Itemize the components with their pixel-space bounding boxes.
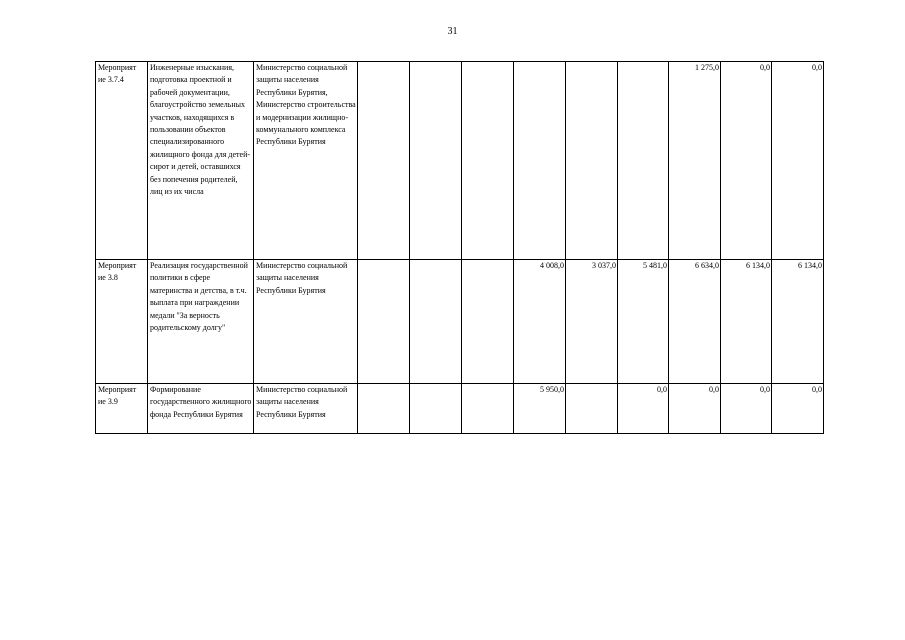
value-cell: 5 481,0	[618, 260, 669, 384]
value-cell: 1 275,0	[669, 62, 721, 260]
activity-name: Реализация государственной политики в сфере материнства и детства, в т.ч. выплата при награждении медали "За верность родительскому долгу"	[148, 260, 254, 384]
value-cell	[462, 260, 514, 384]
value-cell: 0,0	[721, 62, 772, 260]
value-cell: 0,0	[618, 384, 669, 434]
table-row	[96, 384, 824, 434]
value-cell	[618, 62, 669, 260]
value-cell	[358, 62, 410, 260]
value-cell	[410, 62, 462, 260]
value-cell	[358, 384, 410, 434]
value-cell: 0,0	[772, 384, 824, 434]
value-cell: 4 008,0	[514, 260, 566, 384]
value-cell	[410, 384, 462, 434]
activity-code: Мероприят ие 3.8	[96, 260, 148, 384]
value-cell	[358, 260, 410, 384]
activity-code: Мероприят ие 3.9	[96, 384, 148, 434]
value-cell	[462, 62, 514, 260]
activity-name: Инженерные изыскания, подготовка проектной и рабочей документации, благоустройство земельных участков, находящихся в пользовании объектов специализированного жилищного фонда для детей-сирот и детей, оставшихся без попечения родителей, лиц из их числа	[148, 62, 254, 260]
activity-name: Формирование государственного жилищного фонда Республики Бурятия	[148, 384, 254, 434]
value-cell: 6 634,0	[669, 260, 721, 384]
program-activities-table	[95, 61, 824, 434]
table-row	[96, 62, 824, 260]
value-cell	[566, 62, 618, 260]
activity-code: Мероприят ие 3.7.4	[96, 62, 148, 260]
value-cell: 6 134,0	[772, 260, 824, 384]
value-cell: 3 037,0	[566, 260, 618, 384]
activity-executor: Министерство социальной защиты населения Республики Бурятия	[254, 384, 358, 434]
value-cell: 0,0	[721, 384, 772, 434]
value-cell	[410, 260, 462, 384]
activity-executor: Министерство социальной защиты населения Республики Бурятия	[254, 260, 358, 384]
value-cell: 6 134,0	[721, 260, 772, 384]
page-number: 31	[447, 26, 458, 37]
value-cell	[514, 62, 566, 260]
activity-executor: Министерство социальной защиты населения Республики Бурятия, Министерство строительства и модернизации жилищно-коммунального комплекса Республики Бурятия	[254, 62, 358, 260]
table-row	[96, 260, 824, 384]
value-cell: 5 950,0	[514, 384, 566, 434]
value-cell	[566, 384, 618, 434]
value-cell	[462, 384, 514, 434]
value-cell: 0,0	[772, 62, 824, 260]
value-cell: 0,0	[669, 384, 721, 434]
